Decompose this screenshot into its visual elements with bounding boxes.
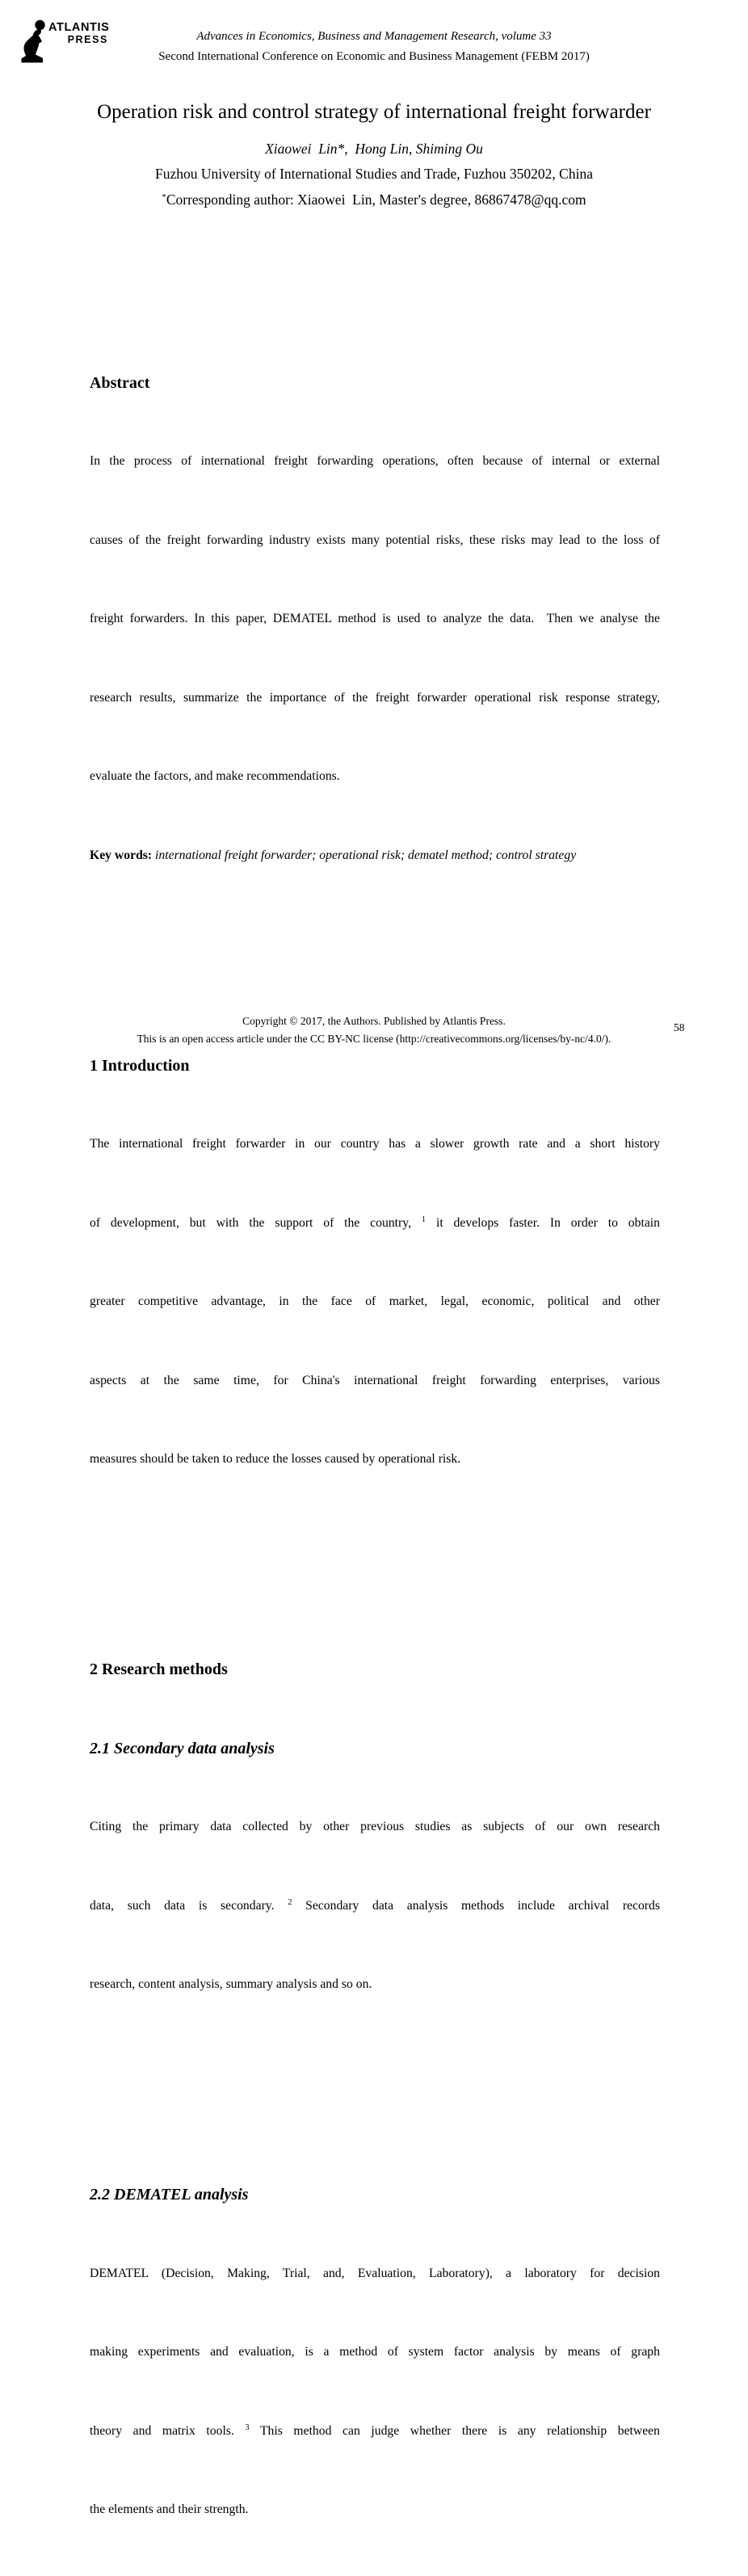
introduction-line: The international freight forwarder in our country has a slower growth rate and a short history [90,1137,660,1151]
introduction-line: greater competitive advantage, in the face of market, legal, economic, political and other [90,1294,660,1308]
copyright-line: Copyright © 2017, the Authors. Published by Atlantis Press. [242,1015,506,1027]
methods-sub2-line-text: This method can judge whether there is any relationship between [249,2423,660,2438]
spacer [90,948,660,974]
corresponding-asterisk: * [162,192,166,202]
paper-body [90,291,660,2576]
paper-title: Operation risk and control strategy of international freight forwarder [97,101,651,123]
keywords-line [90,843,660,869]
logo-wordmark-line2: PRESS [67,34,108,45]
methods-sub1-line-text: data, such data is secondary. [90,1898,288,1913]
introduction-line-text: it develops faster. In order to obtain [426,1215,660,1230]
methods-sub2-line: DEMATEL (Decision, Making, Trial, and, Evaluation, Laboratory), a laboratory for decision [90,2266,660,2280]
methods-sub2-line: the elements and their strength. [90,2502,249,2516]
methods-sub2-line: making experiments and evaluation, is a method of system factor analysis by means of graph [90,2345,660,2359]
methods-sub1-heading: 2.1 Secondary data analysis [90,1739,275,1757]
corresponding-text: Corresponding author: Xiaowei Lin, Master's degree, 86867478@qq.com [166,192,586,208]
methods-heading: 2 Research methods [90,1661,228,1678]
abstract-line: research results, summarize the importance of the freight forwarder operational risk response strategy, [90,690,660,705]
license-line: This is an open access article under the CC BY-NC license (http://creativecommons.org/licenses/by-nc/4.0/). [137,1033,611,1045]
abstract-line: In the process of international freight forwarding operations, often because of internal or external [90,454,660,468]
introduction-line [90,1210,660,1237]
logo-wordmark-line1: ATLANTIS [48,21,110,34]
abstract-line: freight forwarders. In this paper, DEMATEL method is used to analyze the data. Then we analyse the [90,612,660,625]
methods-sub1-line [90,1893,660,1920]
methods-sub1-line-text: Secondary data analysis methods include archival records [292,1898,660,1913]
footnote-ref-2: 2 [288,1897,292,1907]
page-number: 58 [674,1021,685,1033]
affiliation-line: Fuzhou University of International Studies and Trade, Fuzhou 350202, China [155,166,593,182]
journal-line: Advances in Economics, Business and Management Research, volume 33 [196,30,552,43]
keywords-label: Key words: [90,848,153,862]
methods-sub2-line [90,2418,660,2445]
corresponding-author-line [0,190,748,209]
introduction-line: aspects at the same time, for China's international freight forwarding enterprises, various [90,1373,660,1387]
authors-line: Xiaowei Lin*, Hong Lin, Shiming Ou [265,141,483,157]
footnote-ref-3: 3 [245,2422,250,2432]
abstract-line: causes of the freight forwarding industry exists many potential risks, these risks may lead to the loss of [90,532,660,547]
conference-line: Second International Conference on Economic and Business Management (FEBM 2017) [158,50,590,63]
introduction-line: measures should be taken to reduce the losses caused by operational risk. [90,1452,461,1466]
methods-sub2-heading: 2.2 DEMATEL analysis [90,2186,249,2203]
methods-sub2-line-text: theory and matrix tools. [90,2423,246,2438]
introduction-line-text: of development, but with the support of the country, [90,1215,422,1230]
spacer [90,1551,660,1578]
footnote-ref-1: 1 [421,1214,427,1224]
methods-sub1-line: research, content analysis, summary analysis and so on. [90,1977,372,1991]
keywords-text: international freight forwarder; operational risk; dematel method; control strategy [152,848,577,862]
abstract-line: evaluate the factors, and make recommendations. [90,769,340,783]
spacer [90,2077,660,2103]
abstract-heading: Abstract [90,373,150,392]
methods-sub1-line: Citing the primary data collected by other previous studies as subjects of our own research [90,1820,660,1833]
introduction-heading: 1 Introduction [90,1056,190,1075]
